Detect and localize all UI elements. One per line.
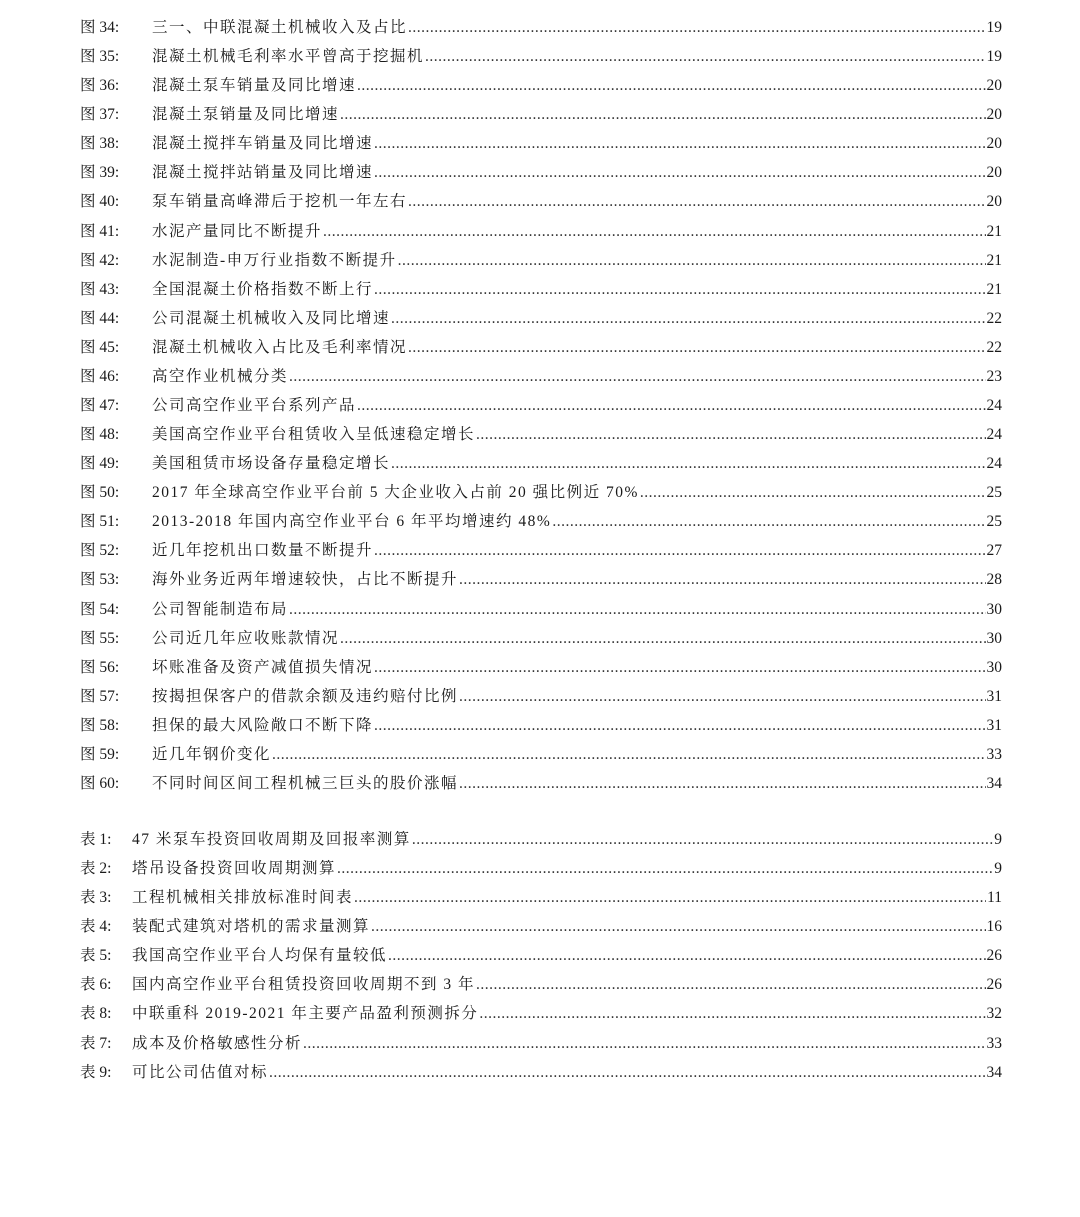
entry-page-number[interactable]: 30 <box>986 600 1002 618</box>
table-entry[interactable] <box>80 970 1002 999</box>
dot-leader <box>272 740 985 769</box>
entry-label: 表 5: <box>80 947 112 965</box>
table-entry[interactable] <box>80 825 1002 854</box>
entry-title[interactable]: 混凝土泵车销量及同比增速 <box>152 77 357 95</box>
entry-label: 图 38: <box>80 135 120 153</box>
figure-entry[interactable] <box>80 362 1002 391</box>
entry-page-number[interactable]: 20 <box>986 164 1002 182</box>
entry-label: 图 46: <box>80 367 120 385</box>
entry-page-number[interactable]: 34 <box>986 775 1002 793</box>
dot-leader <box>459 769 985 798</box>
dot-leader <box>289 362 985 391</box>
entry-page-number[interactable]: 21 <box>986 251 1002 269</box>
dot-leader <box>323 217 985 246</box>
dot-leader <box>398 246 986 275</box>
dot-leader <box>408 187 985 216</box>
entry-label: 图 45: <box>80 338 120 356</box>
figure-entry[interactable] <box>80 740 1002 769</box>
dot-leader <box>374 653 985 682</box>
dot-leader <box>374 158 985 187</box>
dot-leader <box>479 999 985 1028</box>
figure-entry[interactable] <box>80 71 1002 100</box>
entry-page-number[interactable]: 24 <box>986 397 1002 415</box>
dot-leader <box>289 595 985 624</box>
entry-page-number[interactable]: 20 <box>986 135 1002 153</box>
dot-leader <box>354 883 986 912</box>
entry-title[interactable]: 美国高空作业平台租赁收入呈低速稳定增长 <box>152 426 476 444</box>
dot-leader <box>340 100 985 129</box>
entry-label: 图 36: <box>80 77 120 95</box>
entry-page-number[interactable]: 31 <box>986 687 1002 705</box>
dot-leader <box>476 970 985 999</box>
entry-page-number[interactable]: 20 <box>986 77 1002 95</box>
entry-page-number[interactable]: 21 <box>986 280 1002 298</box>
dot-leader <box>476 420 985 449</box>
entry-title[interactable]: 混凝土泵销量及同比增速 <box>152 106 340 124</box>
entry-label: 表 1: <box>80 831 112 848</box>
figure-entry[interactable] <box>80 304 1002 333</box>
dot-leader <box>340 624 985 653</box>
dot-leader <box>459 565 985 594</box>
dot-leader <box>408 13 985 42</box>
dot-leader <box>388 941 985 970</box>
entry-title[interactable]: 公司智能制造布局 <box>152 600 289 618</box>
dot-leader <box>374 536 985 565</box>
figure-entry[interactable] <box>80 449 1002 478</box>
entry-page-number[interactable]: 27 <box>986 542 1002 560</box>
entry-title[interactable]: 中联重科 2019-2021 年主要产品盈利预测拆分 <box>132 1005 479 1023</box>
entry-label: 图 49: <box>80 455 120 473</box>
table-entry[interactable] <box>80 912 1002 941</box>
entry-label: 图 55: <box>80 629 120 647</box>
dot-leader <box>357 391 985 420</box>
entry-label: 图 51: <box>80 513 120 531</box>
entry-title[interactable]: 混凝土机械收入占比及毛利率情况 <box>152 338 408 356</box>
entry-title[interactable]: 2017 年全球高空作业平台前 5 大企业收入占前 20 强比例近 70% <box>152 484 639 502</box>
dot-leader <box>412 825 993 854</box>
entry-page-number[interactable]: 11 <box>987 889 1002 907</box>
entry-page-number[interactable]: 25 <box>986 513 1002 531</box>
entry-title[interactable]: 工程机械相关排放标准时间表 <box>132 889 354 907</box>
figure-entry[interactable] <box>80 275 1002 304</box>
entry-label: 图 41: <box>80 222 120 240</box>
entry-page-number[interactable]: 22 <box>986 338 1002 356</box>
entry-page-number[interactable]: 19 <box>986 19 1002 36</box>
entry-title[interactable]: 塔吊设备投资回收周期测算 <box>132 860 337 878</box>
table-index-list <box>80 825 1002 1087</box>
dot-leader <box>425 42 985 71</box>
entry-label: 图 39: <box>80 164 120 182</box>
entry-page-number[interactable]: 24 <box>986 426 1002 444</box>
entry-title[interactable]: 水泥产量同比不断提升 <box>152 222 323 240</box>
entry-label: 表 9: <box>80 1063 112 1081</box>
entry-title[interactable]: 混凝土搅拌站销量及同比增速 <box>152 164 374 182</box>
entry-title[interactable]: 47 米泵车投资回收周期及回报率测算 <box>132 831 411 848</box>
entry-title[interactable]: 全国混凝土价格指数不断上行 <box>152 280 374 298</box>
entry-page-number[interactable]: 25 <box>986 484 1002 502</box>
entry-title[interactable]: 海外业务近两年增速较快，占比不断提升 <box>152 571 459 589</box>
entry-label: 图 60: <box>80 775 120 793</box>
entry-page-number[interactable]: 22 <box>986 309 1002 327</box>
figure-entry[interactable] <box>80 333 1002 362</box>
entry-label: 图 35: <box>80 48 120 66</box>
entry-page-number[interactable]: 20 <box>986 193 1002 211</box>
dot-leader <box>374 711 985 740</box>
entry-title[interactable]: 不同时间区间工程机械三巨头的股价涨幅 <box>152 775 459 793</box>
entry-title[interactable]: 可比公司估值对标 <box>132 1063 269 1081</box>
entry-page-number[interactable]: 9 <box>994 831 1002 848</box>
entry-title[interactable]: 2013-2018 年国内高空作业平台 6 年平均增速约 48% <box>152 513 552 531</box>
entry-title[interactable]: 水泥制造-申万行业指数不断提升 <box>152 251 397 269</box>
entry-title[interactable]: 公司高空作业平台系列产品 <box>152 397 357 415</box>
entry-page-number[interactable]: 30 <box>986 629 1002 647</box>
entry-page-number[interactable]: 19 <box>986 48 1002 66</box>
dot-leader <box>269 1058 985 1087</box>
figure-entry[interactable] <box>80 420 1002 449</box>
entry-label: 图 42: <box>80 251 120 269</box>
dot-leader <box>357 71 985 100</box>
entry-label: 图 53: <box>80 571 120 589</box>
entry-title[interactable]: 三一、中联混凝土机械收入及占比 <box>152 19 408 36</box>
figure-entry[interactable] <box>80 507 1002 536</box>
entry-page-number[interactable]: 26 <box>986 976 1002 994</box>
entry-label: 图 40: <box>80 193 120 211</box>
table-entry[interactable] <box>80 1058 1002 1087</box>
entry-title[interactable]: 国内高空作业平台租赁投资回收周期不到 3 年 <box>132 976 476 994</box>
entry-label: 图 37: <box>80 106 120 124</box>
entry-title[interactable]: 混凝土搅拌车销量及同比增速 <box>152 135 374 153</box>
entry-page-number[interactable]: 9 <box>994 860 1002 878</box>
entry-page-number[interactable]: 21 <box>986 222 1002 240</box>
figure-entry[interactable] <box>80 682 1002 711</box>
entry-title[interactable]: 担保的最大风险敞口不断下降 <box>152 716 374 734</box>
entry-title[interactable]: 美国租赁市场设备存量稳定增长 <box>152 455 391 473</box>
dot-leader <box>552 507 985 536</box>
entry-page-number[interactable]: 34 <box>986 1063 1002 1081</box>
dot-leader <box>640 478 986 507</box>
figure-entry[interactable] <box>80 595 1002 624</box>
entry-title[interactable]: 成本及价格敏感性分析 <box>132 1034 303 1052</box>
dot-leader <box>374 275 985 304</box>
entry-label: 图 54: <box>80 600 120 618</box>
entry-title[interactable]: 高空作业机械分类 <box>152 367 289 385</box>
entry-label: 表 4: <box>80 918 112 936</box>
entry-page-number[interactable]: 16 <box>986 918 1002 936</box>
entry-title[interactable]: 混凝土机械毛利率水平曾高于挖掘机 <box>152 48 425 66</box>
dot-leader <box>337 854 993 883</box>
figure-entry[interactable] <box>80 478 1002 507</box>
figure-entry[interactable] <box>80 653 1002 682</box>
dot-leader <box>391 304 985 333</box>
entry-label: 图 48: <box>80 426 120 444</box>
figure-entry[interactable] <box>80 42 1002 71</box>
figure-entry[interactable] <box>80 129 1002 158</box>
entry-label: 表 3: <box>80 889 112 907</box>
entry-title[interactable]: 按揭担保客户的借款余额及违约赔付比例 <box>152 687 459 705</box>
entry-title[interactable]: 装配式建筑对塔机的需求量测算 <box>132 918 371 936</box>
entry-title[interactable]: 近几年挖机出口数量不断提升 <box>152 542 374 560</box>
entry-label: 表 7: <box>80 1034 112 1052</box>
figure-entry[interactable] <box>80 246 1002 275</box>
entry-page-number[interactable]: 33 <box>986 1034 1002 1052</box>
entry-label: 图 57: <box>80 687 120 705</box>
dot-leader <box>391 449 985 478</box>
figure-entry[interactable] <box>80 217 1002 246</box>
figure-entry[interactable] <box>80 13 1002 42</box>
entry-label: 图 44: <box>80 309 120 327</box>
entry-title[interactable]: 我国高空作业平台人均保有量较低 <box>132 947 388 965</box>
entry-label: 图 50: <box>80 484 120 502</box>
entry-title[interactable]: 公司混凝土机械收入及同比增速 <box>152 309 391 327</box>
figure-entry[interactable] <box>80 565 1002 594</box>
entry-page-number[interactable]: 26 <box>986 947 1002 965</box>
entry-label: 表 8: <box>80 1005 112 1023</box>
figure-entry[interactable] <box>80 100 1002 129</box>
entry-page-number[interactable]: 23 <box>986 367 1002 385</box>
table-entry[interactable] <box>80 854 1002 883</box>
table-entry[interactable] <box>80 941 1002 970</box>
figure-entry[interactable] <box>80 158 1002 187</box>
entry-title[interactable]: 近几年钢价变化 <box>152 745 272 763</box>
entry-page-number[interactable]: 33 <box>986 745 1002 763</box>
entry-page-number[interactable]: 20 <box>986 106 1002 124</box>
entry-label: 表 6: <box>80 976 112 994</box>
dot-leader <box>374 129 985 158</box>
entry-label: 图 52: <box>80 542 120 560</box>
entry-label: 图 43: <box>80 280 120 298</box>
entry-title[interactable]: 坏账准备及资产减值损失情况 <box>152 658 374 676</box>
dot-leader <box>408 333 985 362</box>
entry-page-number[interactable]: 24 <box>986 455 1002 473</box>
table-entry[interactable] <box>80 1029 1002 1058</box>
entry-label: 图 56: <box>80 658 120 676</box>
entry-page-number[interactable]: 30 <box>986 658 1002 676</box>
entry-page-number[interactable]: 32 <box>986 1005 1002 1023</box>
entry-label: 图 58: <box>80 716 120 734</box>
entry-label: 图 59: <box>80 745 120 763</box>
entry-label: 表 2: <box>80 860 112 878</box>
entry-label: 图 47: <box>80 397 120 415</box>
figure-entry[interactable] <box>80 711 1002 740</box>
entry-page-number[interactable]: 31 <box>986 716 1002 734</box>
dot-leader <box>303 1029 985 1058</box>
figure-entry[interactable] <box>80 769 1002 798</box>
table-entry[interactable] <box>80 883 1002 912</box>
figure-entry[interactable] <box>80 391 1002 420</box>
dot-leader <box>459 682 985 711</box>
entry-page-number[interactable]: 28 <box>986 571 1002 589</box>
figure-entry[interactable] <box>80 624 1002 653</box>
entry-label: 图 34: <box>80 19 120 36</box>
entry-title[interactable]: 公司近几年应收账款情况 <box>152 629 340 647</box>
figure-entry[interactable] <box>80 536 1002 565</box>
dot-leader <box>371 912 985 941</box>
entry-title[interactable]: 泵车销量高峰滞后于挖机一年左右 <box>152 193 408 211</box>
figure-index-list <box>80 13 1002 798</box>
figure-entry[interactable] <box>80 187 1002 216</box>
table-entry[interactable] <box>80 999 1002 1028</box>
